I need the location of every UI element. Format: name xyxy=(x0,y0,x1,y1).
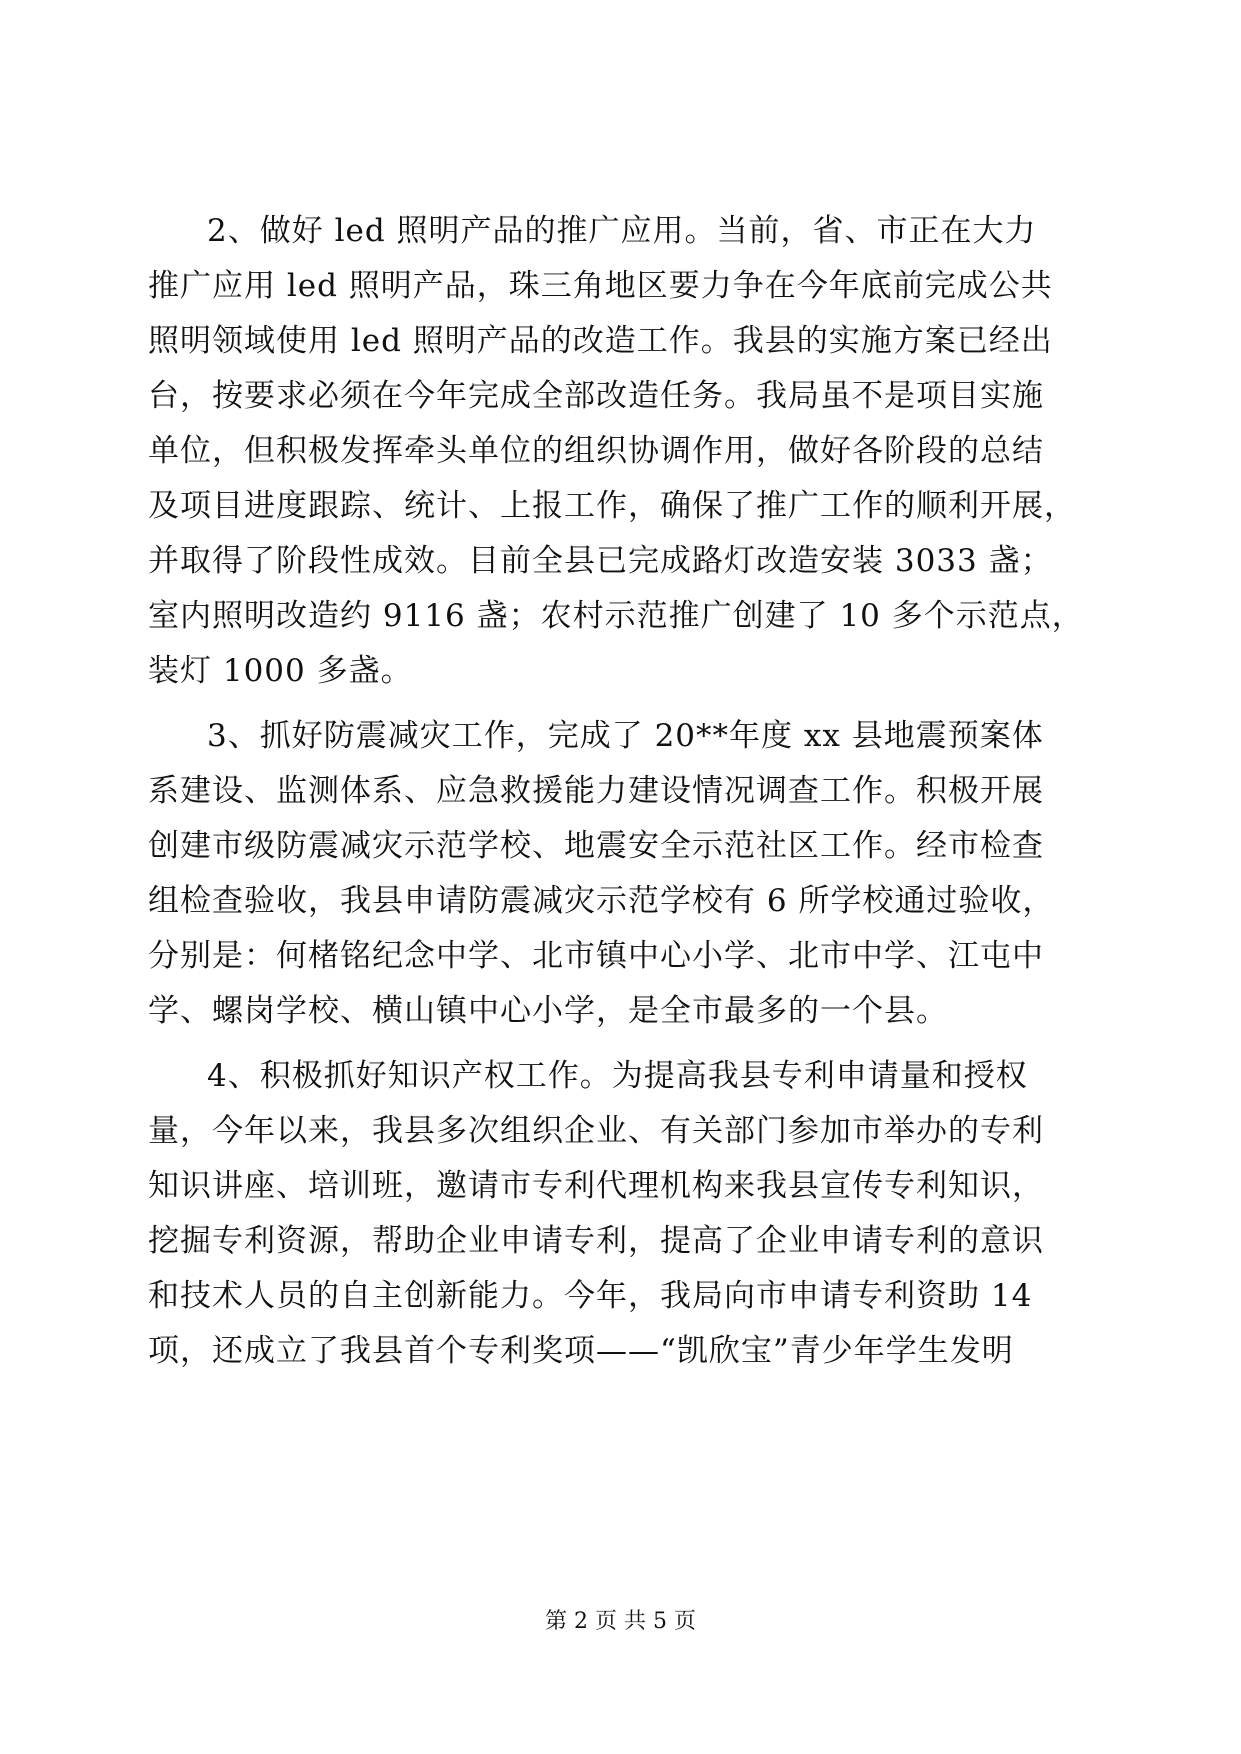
paragraph-line: 知识讲座、培训班，邀请市专利代理机构来我县宣传专利知识， xyxy=(148,1168,1044,1204)
paragraph-line: 推广应用 led 照明产品，珠三角地区要力争在今年底前完成公共 xyxy=(148,268,1053,304)
paragraph-line: 2、做好 led 照明产品的推广应用。当前，省、市正在大力 xyxy=(207,213,1037,249)
paragraph-line: 单位，但积极发挥牵头单位的组织协调作用，做好各阶段的总结 xyxy=(148,433,1044,469)
paragraph-line: 分别是：何楮铭纪念中学、北市镇中心小学、北市中学、江屯中 xyxy=(148,938,1044,974)
paragraph-line: 3、抓好防震减灾工作，完成了 20**年度 xx 县地震预案体 xyxy=(207,718,1044,754)
paragraph-line: 系建设、监测体系、应急救援能力建设情况调查工作。积极开展 xyxy=(148,773,1044,809)
paragraph-line: 创建市级防震减灾示范学校、地震安全示范社区工作。经市检查 xyxy=(148,828,1044,864)
paragraph-line: 并取得了阶段性成效。目前全县已完成路灯改造安装 3033 盏； xyxy=(148,543,1053,579)
paragraph-line: 挖掘专利资源，帮助企业申请专利，提高了企业申请专利的意识 xyxy=(148,1223,1044,1259)
paragraph-line: 及项目进度跟踪、统计、上报工作，确保了推广工作的顺利开展， xyxy=(148,488,1076,524)
paragraph-line: 组检查验收，我县申请防震减灾示范学校有 6 所学校通过验收， xyxy=(148,883,1055,919)
paragraph-line: 4、积极抓好知识产权工作。为提高我县专利申请量和授权 xyxy=(207,1058,1028,1094)
paragraph-line: 装灯 1000 多盏。 xyxy=(148,653,413,689)
paragraph-line: 学、螺岗学校、横山镇中心小学，是全市最多的一个县。 xyxy=(148,993,948,1029)
paragraph-line: 和技术人员的自主创新能力。今年，我局向市申请专利资助 14 xyxy=(148,1278,1033,1314)
paragraph-line: 照明领域使用 led 照明产品的改造工作。我县的实施方案已经出 xyxy=(148,323,1053,359)
page-footer: 第 2 页 共 5 页 xyxy=(545,1609,696,1634)
paragraph-line: 室内照明改造约 9116 盏；农村示范推广创建了 10 多个示范点， xyxy=(148,598,1084,634)
paragraph-line: 台，按要求必须在今年完成全部改造任务。我局虽不是项目实施 xyxy=(148,378,1044,414)
paragraph-line: 项，还成立了我县首个专利奖项——“凯欣宝”青少年学生发明 xyxy=(148,1333,1014,1369)
paragraph-line: 量，今年以来，我县多次组织企业、有关部门参加市举办的专利 xyxy=(148,1113,1044,1149)
